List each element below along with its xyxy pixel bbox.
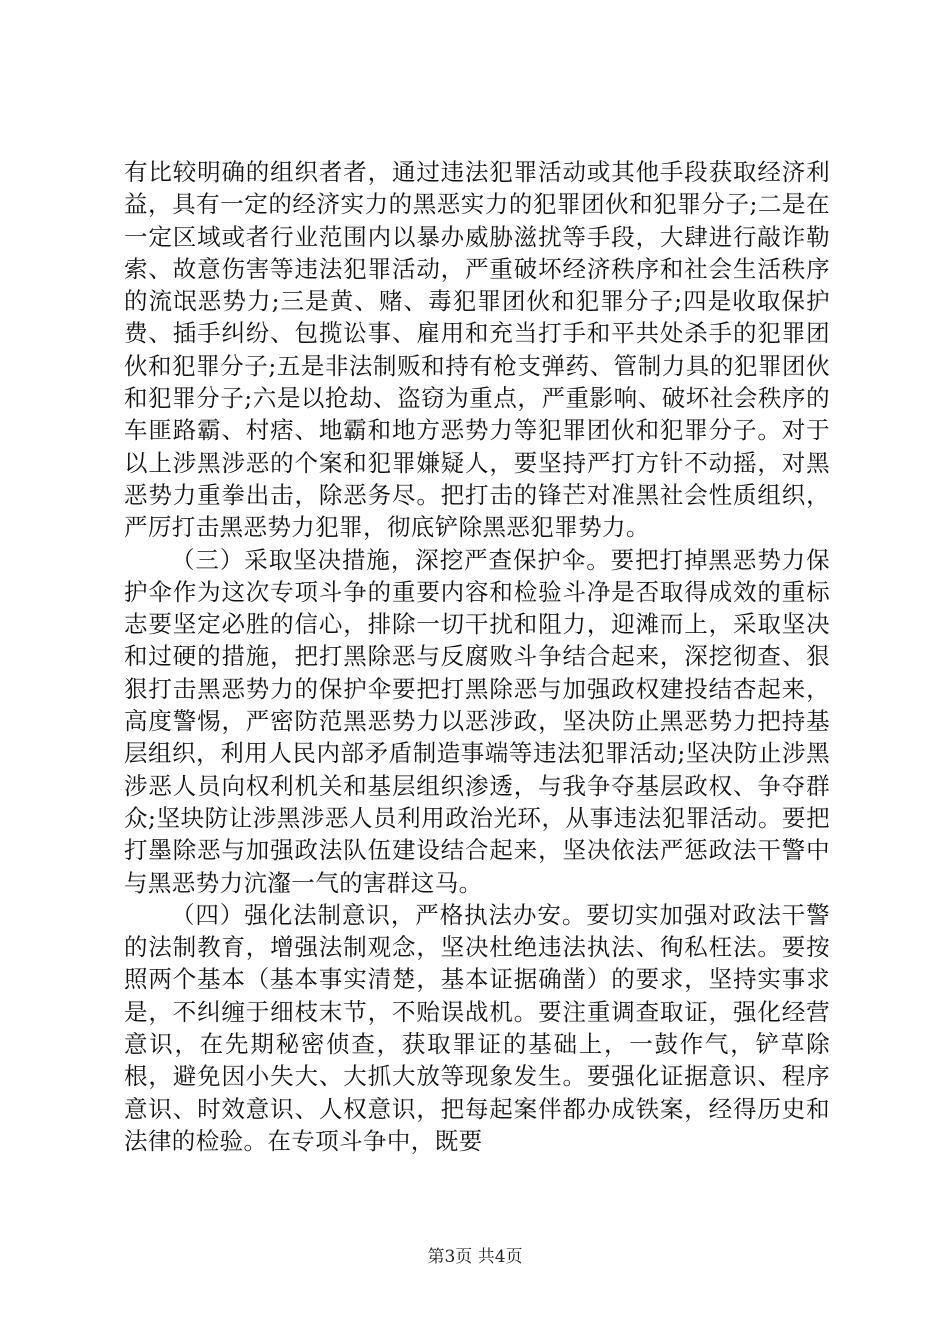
page-footer (0, 1247, 950, 1267)
document-body (124, 156, 830, 1157)
page-total: 共4页 (477, 1247, 523, 1267)
page-number: 第3页 (427, 1247, 473, 1267)
paragraph-1: 有比较明确的组织者者，通过违法犯罪活动或其他手段获取经济利益，具有一定的经济实力的黑恶实力的犯罪团伙和犯罪分子;二是在一定区域或者行业范围内以暴办威胁滋扰等手段，大肆进行敲诈勒索、故意伤害等违法犯罪活动，严重破坏经济秩序和社会生活秩序的流氓恶势力;三是黄、赌、毒犯罪团伙和犯罪分子;四是收取保护费、插手纠纷、包揽讼事、雇用和充当打手和平共处杀手的犯罪团伙和犯罪分子;五是非法制贩和持有枪支弹药、管制力具的犯罪团伙和犯罪分子;六是以抢劫、盗窃为重点，严重影响、破坏社会秩序的车匪路霸、村痞、地霸和地方恶势力等犯罪团伙和犯罪分子。对于以上涉黑涉恶的个案和犯罪嫌疑人，要坚持严打方针不动摇，对黑恶势力重拳出击，除恶务尽。把打击的锋芒对准黑社会性质组织，严厉打击黑恶势力犯罪，彻底铲除黑恶犯罪势力。 (124, 158, 830, 542)
paragraph-3: （四）强化法制意识，严格执法办安。要切实加强对政法干警的法制教育，增强法制观念，坚决杜绝违法执法、徇私枉法。要按照两个基本（基本事实清楚，基本证据确凿）的要求，坚持实事求是，不纠缠于细枝末节，不贻误战机。要注重调查取证，强化经营意识，在先期秘密侦查，获取罪证的基础上，一鼓作气，铲草除根，避免因小失大、大抓大放等现象发生。要强化证据意识、程序意识、时效意识、人权意识，把每起案伴都办成铁案，经得历史和法律的检验。在专项斗争中，既要 (124, 900, 830, 1155)
paragraph-2: （三）采取坚决措施，深挖严查保护伞。要把打掉黑恶势力保护伞作为这次专项斗争的重要内容和检验斗净是否取得成效的重标志要坚定必胜的信心，排除一切干扰和阻力，迎滩而上，采取坚决和过硬的措施，把打黑除恶与反腐败斗争结合起来，深挖彻查、狠狠打击黑恶势力的保护伞要把打黑除恶与加强政权建投结杏起来，高度警惕，严密防范黑恶势力以恶涉政，坚决防止黑恶势力把持基层组织，利用人民内部矛盾制造事端等违法犯罪活动;坚决防止涉黑涉恶人员向权利机关和基层组织渗透，与我争夺基层政权、争夺群众;坚块防让涉黑涉恶人员利用政治光环，从事违法犯罪活动。要把打墨除恶与加强政法队伍建设结合起来，坚决依法严惩政法干警中与黑恶势力沆瀣一气的害群这马。 (124, 545, 830, 897)
